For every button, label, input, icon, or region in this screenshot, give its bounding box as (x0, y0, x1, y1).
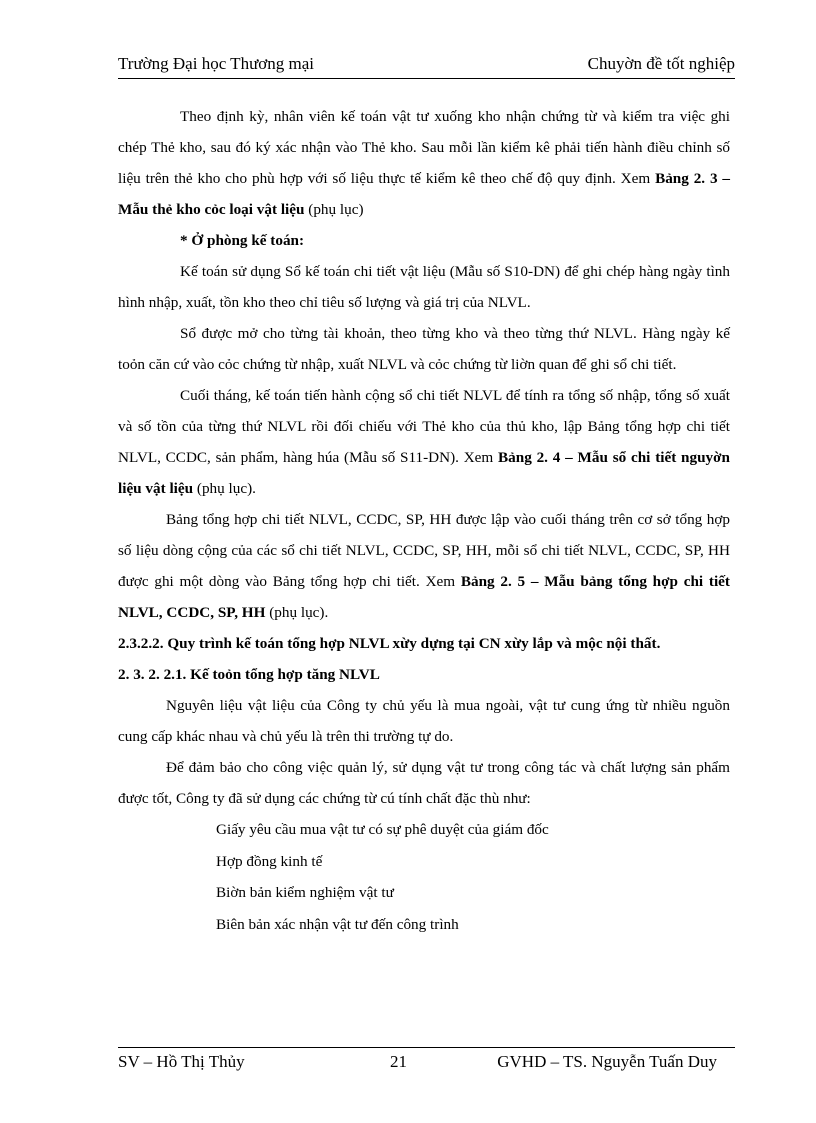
table-reference: Bảng 2. 4 – Mẫu sổ chi tiết nguyờn liệu vật liệu (118, 449, 730, 497)
paragraph: Sổ được mở cho từng tài khoản, theo từng kho và theo từng thứ NLVL. Hàng ngày kế toỏn căn cứ vào cỏc chứng từ nhập, xuất NLVL và cỏc chứng từ liờn quan để ghi sổ chi tiết. (118, 325, 730, 373)
footer-advisor: GVHD – TS. Nguyễn Tuấn Duy (497, 1052, 717, 1071)
subsection-heading: 2. 3. 2. 2.1. Kế toỏn tổng hợp tăng NLVL (118, 666, 380, 683)
paragraph: Để đảm bảo cho công việc quản lý, sử dụng vật tư trong công tác và chất lượng sản phẩm được tốt, Công ty đã sử dụng các chứng từ cú tính chất đặc thù như: (118, 759, 730, 807)
section-label: * Ở phòng kế toán: (180, 232, 305, 249)
page-footer (118, 1047, 735, 1078)
document-list (216, 814, 730, 940)
paragraph: Cuối tháng, kế toán tiến hành cộng sổ chi tiết NLVL để tính ra tổng số nhập, tổng số xuất và số tồn của từng thứ NLVL rồi đối chiếu với Thẻ kho của thủ kho, lập Bảng tổng hợp chi tiết NLVL, CCDC, sản phẩm, hàng húa (Mẫu số S11-DN). Xem Bảng 2. 4 – Mẫu sổ chi tiết nguyờn liệu vật liệu (phụ lục). (118, 387, 730, 497)
paragraph: Bảng tổng hợp chi tiết NLVL, CCDC, SP, HH được lập vào cuối tháng trên cơ sở tổng hợp số liệu dòng cộng của các sổ chi tiết NLVL, CCDC, SP, HH, mỗi sổ chi tiết NLVL, CCDC, SP, HH được ghi một dòng vào Bảng tổng hợp chi tiết. Xem Bảng 2. 5 – Mẫu bảng tổng hợp chi tiết NLVL, CCDC, SP, HH (phụ lục). (118, 511, 730, 621)
header-school: Trường Đại học Thương mại (118, 54, 315, 73)
table-reference: Bảng 2. 5 – Mẫu bảng tổng hợp chi tiết NLVL, CCDC, SP, HH (118, 573, 730, 621)
list-item: Giấy yêu cầu mua vật tư có sự phê duyệt của giám đốc (216, 821, 549, 838)
page-header (118, 52, 735, 79)
paragraph: Kế toán sử dụng Sổ kế toán chi tiết vật liệu (Mẫu số S10-DN) để ghi chép hàng ngày tình hình nhập, xuất, tồn kho theo chỉ tiêu số lượng và giá trị của NLVL. (118, 263, 730, 311)
table-reference: Bảng 2. 3 – Mẫu thẻ kho cỏc loại vật liệu (118, 170, 731, 218)
page-number: 21 (390, 1052, 407, 1071)
header-title: Chuyờn đề tốt nghiệp (587, 54, 735, 73)
list-item: Biên bản xác nhận vật tư đến công trình (216, 915, 459, 933)
page-body (118, 101, 730, 940)
list-item: Hợp đồng kinh tế (216, 852, 323, 870)
footer-student: SV – Hồ Thị Thủy (118, 1052, 245, 1071)
section-heading: 2.3.2.2. Quy trình kế toán tổng hợp NLVL xừy dựng tại CN xừy lắp và mộc nội thất. (118, 635, 661, 652)
paragraph: Theo định kỳ, nhân viên kế toán vật tư xuống kho nhận chứng từ và kiểm tra việc ghi chép Thẻ kho, sau đó ký xác nhận vào Thẻ kho. Sau mỗi lần kiểm kê phải tiến hành điều chỉnh số liệu trên thẻ kho cho phù hợp với số liệu thực tế kiểm kê theo chế độ quy định. Xem Bảng 2. 3 – Mẫu thẻ kho cỏc loại vật liệu (phụ lục) (118, 108, 731, 218)
paragraph: Nguyên liệu vật liệu của Công ty chủ yếu là mua ngoài, vật tư cung ứng từ nhiều nguồn cung cấp khác nhau và chủ yếu là trên thi trường tự do. (118, 697, 730, 745)
list-item: Biờn bản kiểm nghiệm vật tư (216, 884, 394, 901)
